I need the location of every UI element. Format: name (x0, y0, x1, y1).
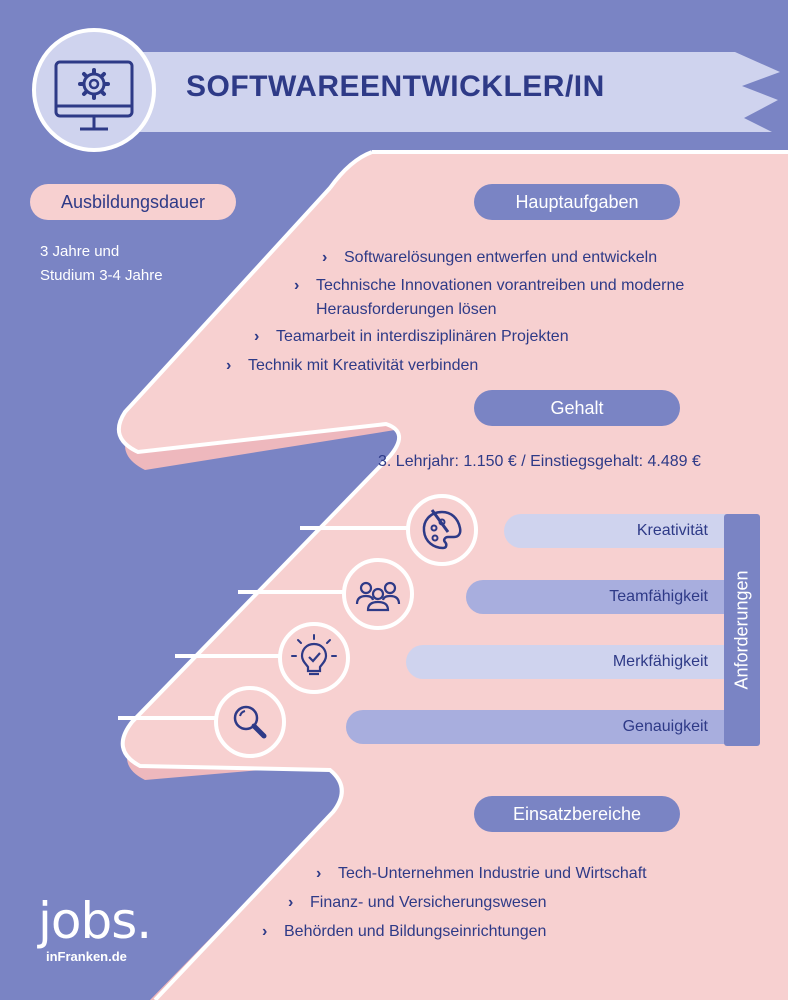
salary-label: Gehalt (474, 390, 680, 426)
task-item: › Technische Innovationen vorantreiben und moderne (294, 274, 684, 298)
chevron-right-icon: › (322, 249, 328, 266)
infranken-logo-text: inFranken.de (46, 949, 127, 964)
task-item: › Teamarbeit in interdisziplinären Projekten (254, 325, 569, 349)
palette-icon (410, 498, 474, 562)
requirement-bar-precision: Genauigkeit (346, 710, 726, 744)
magnifier-icon (218, 690, 282, 754)
chevron-right-icon: › (254, 328, 260, 345)
salary-text: 3. Lehrjahr: 1.150 € / Einstiegsgehalt: 4.489 € (378, 453, 701, 470)
tasks-label: Hauptaufgaben (474, 184, 680, 220)
chevron-right-icon: › (226, 357, 232, 374)
chevron-right-icon: › (288, 894, 294, 911)
requirement-bar-creativity: Kreativität (504, 514, 726, 548)
magnifier-icon-circle (214, 686, 286, 758)
chevron-right-icon: › (294, 277, 300, 294)
chevron-right-icon: › (262, 923, 268, 940)
areas-label: Einsatzbereiche (474, 796, 680, 832)
team-icon-circle (342, 558, 414, 630)
requirement-bar-teamwork: Teamfähigkeit (466, 580, 726, 614)
duration-line-1: 3 Jahre und (40, 243, 120, 260)
lightbulb-icon (282, 626, 346, 690)
task-item-continued: Herausforderungen lösen (316, 301, 497, 318)
task-item: › Softwarelösungen entwerfen und entwickeln (322, 246, 657, 270)
page-title: SOFTWAREENTWICKLER/IN (186, 70, 605, 103)
lightbulb-icon-circle (278, 622, 350, 694)
requirements-vertical-label: Anforderungen (724, 514, 760, 746)
team-icon (346, 562, 410, 626)
area-item: › Tech-Unternehmen Industrie und Wirtschaft (316, 862, 647, 886)
requirement-bar-memory: Merkfähigkeit (406, 645, 726, 679)
area-item: › Behörden und Bildungseinrichtungen (262, 920, 546, 944)
duration-label: Ausbildungsdauer (30, 184, 236, 220)
monitor-gear-icon (36, 32, 152, 148)
chevron-right-icon: › (316, 865, 322, 882)
palette-icon-circle (406, 494, 478, 566)
area-item: › Finanz- und Versicherungswesen (288, 891, 547, 915)
jobs-logo: jobs. (38, 892, 152, 950)
duration-line-2: Studium 3-4 Jahre (40, 267, 163, 284)
task-item: › Technik mit Kreativität verbinden (226, 354, 478, 378)
header-icon-circle (32, 28, 156, 152)
